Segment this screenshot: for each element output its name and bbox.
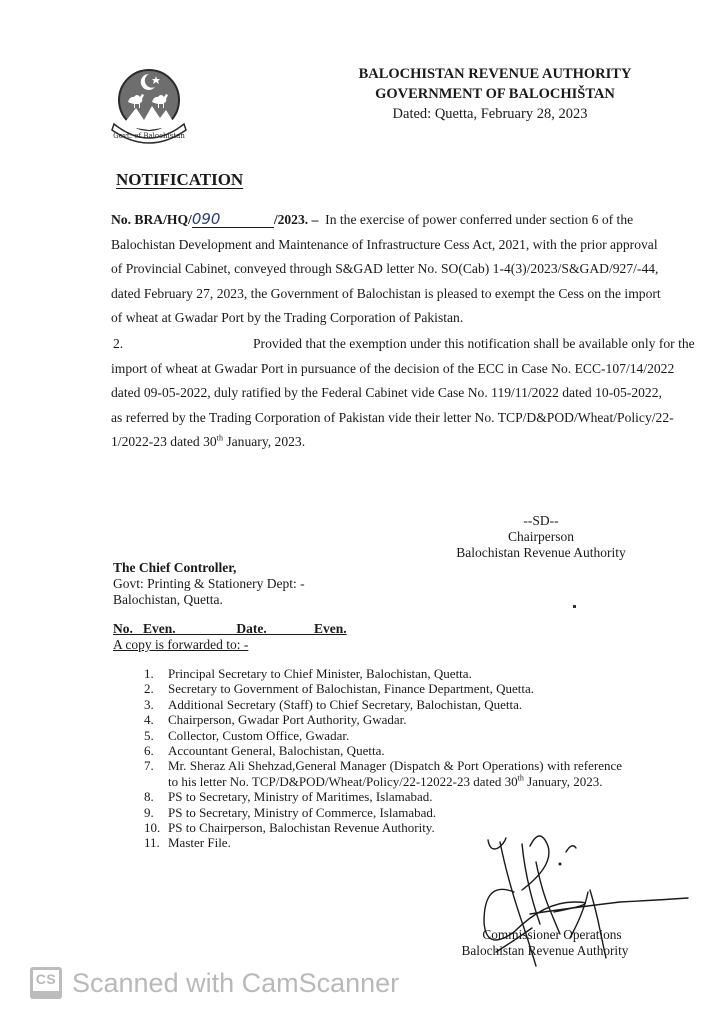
paragraph-number: 2. [113, 336, 124, 351]
paragraph-2-line: 2. Provided that the exemption under this notification shall be available only for the [111, 332, 631, 357]
list-item: 7. Mr. Sheraz Ali Shehzad,General Manager (Dispatch & Port Operations) with reference to his letter No. TCP/D&POD/Wheat/Policy/22-12022-23 dated 30th January, 2023. [144, 758, 622, 789]
government-name: GOVERNMENT OF BALOCHIŠTAN [375, 86, 615, 102]
scan-speck [573, 605, 576, 608]
govt-balochistan-emblem [108, 66, 190, 146]
dated-line: Dated: Quetta, February 28, 2023 [392, 106, 588, 122]
document-title: NOTIFICATION [116, 170, 244, 189]
list-item: 2. Secretary to Government of Balochistan, Finance Department, Quetta. [144, 681, 535, 697]
commissioner-organization: Balochistan Revenue Authority [461, 943, 629, 958]
handwritten-ref-number: 090 [192, 211, 274, 228]
list-item: 6. Accountant General, Balochistan, Quetta. [144, 743, 385, 759]
signatory-organization: Balochistan Revenue Authority [456, 545, 626, 560]
paragraph-1-line: of wheat at Gwadar Port by the Trading Corporation of Pakistan. [111, 310, 464, 325]
ref-suffix: /2023. – [273, 212, 319, 227]
paragraph-1-line: of Provincial Cabinet, conveyed through S&GAD letter No. SO(Cab) 1-4(3)/2023/S&GAD/927/-44, [111, 261, 659, 276]
addressee-line: Balochistan, Quetta. [113, 592, 223, 607]
paragraph-2 [111, 332, 695, 455]
addressee-title: The Chief Controller, [113, 560, 237, 575]
paragraph-2-line: dated 09-05-2022, duly ratified by the Federal Cabinet vide Case No. 119/11/2022 dated 10-05-2022, [111, 385, 662, 400]
list-item: 5. Collector, Custom Office, Gwadar. [144, 727, 350, 743]
signatory-designation: Chairperson [508, 529, 574, 544]
copy-forwarded-heading: A copy is forwarded to: - [113, 637, 249, 652]
camscanner-watermark [30, 965, 399, 1001]
paragraph-1-line: No. BRA/HQ/090 /2023. – In the exercise of power conferred under section 6 of the [111, 210, 634, 228]
commissioner-designation: Commissioner Operations [482, 927, 622, 942]
paragraph-1 [111, 208, 661, 331]
list-item: 9. PS to Secretary, Ministry of Commerce, Islamabad. [144, 804, 437, 820]
org-name: BALOCHISTAN REVENUE AUTHORITY [358, 66, 632, 82]
even-reference-line: No. Even. Date. Even. [113, 621, 347, 636]
paragraph-2-line: 1/2022-23 dated 30th January, 2023. [111, 433, 306, 449]
signatory-chairperson [455, 513, 627, 561]
paragraph-2-line: import of wheat at Gwadar Port in pursuance of the decision of the ECC in Case No. ECC-107/14/2022 [111, 360, 675, 376]
list-item: 4. Chairperson, Gwadar Port Authority, Gwadar. [144, 712, 407, 728]
sd-mark: --SD-- [523, 513, 559, 528]
list-item: 3. Additional Secretary (Staff) to Chief Secretary, Balochistan, Quetta. [144, 696, 523, 712]
ref-prefix: No. BRA/HQ/ [111, 212, 192, 227]
paragraph-2-line: as referred by the Trading Corporation of Pakistan vide their letter No. TCP/D&POD/Wheat/Policy/22- [111, 409, 674, 425]
addressee-line: Govt: Printing & Stationery Dept: - [113, 576, 305, 591]
camscanner-logo-icon: CS [30, 967, 62, 999]
list-item: 10. PS to Chairperson, Balochistan Revenue Authority. [144, 820, 435, 836]
list-item: 8. PS to Secretary, Ministry of Maritimes, Islamabad. [144, 789, 433, 805]
emblem-text: Govt: of Balochistan [113, 132, 185, 140]
list-item: 1. Principal Secretary to Chief Minister, Balochistan, Quetta. [144, 666, 472, 681]
paragraph-1-line: Balochistan Development and Maintenance of Infrastructure Cess Act, 2021, with the prior approval [111, 236, 658, 252]
watermark-text: Scanned with CamScanner [72, 967, 400, 998]
paragraph-1-line: dated February 27, 2023, the Government of Balochistan is pleased to exempt the Cess on the import [111, 285, 661, 301]
list-item: 11. Master File. [144, 835, 231, 851]
copy-distribution-list [144, 666, 622, 851]
